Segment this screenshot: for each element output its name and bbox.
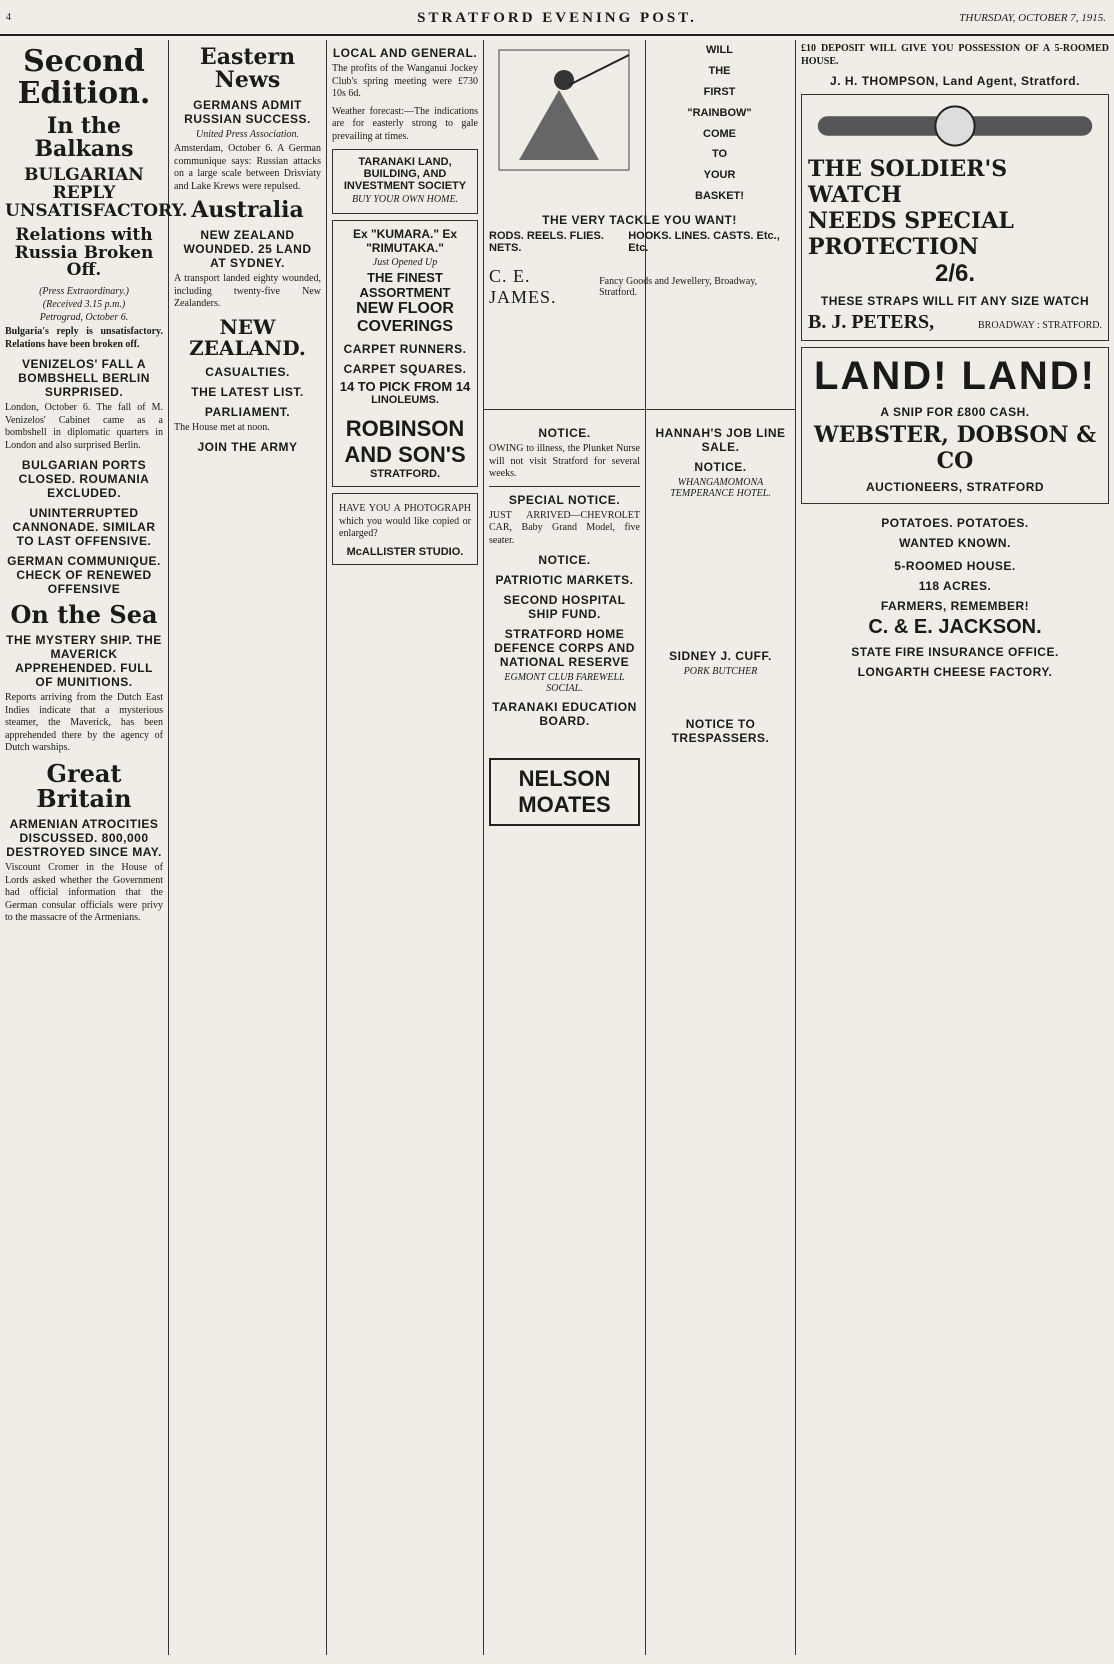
peters-footer <box>808 311 1102 334</box>
fishing-slogan <box>649 40 790 207</box>
ad-title: Ex "KUMARA." Ex "RIMUTAKA." <box>352 227 458 255</box>
masthead <box>0 0 1114 36</box>
notice-text: EGMONT CLUB FAREWELL SOCIAL. <box>504 672 625 694</box>
slogan-line: BASKET! <box>695 190 744 203</box>
ad-subhead: STATE FIRE INSURANCE OFFICE. <box>851 645 1059 659</box>
fishing-footer <box>489 266 790 308</box>
headline: BULGARIAN PORTS CLOSED. ROUMANIA EXCLUDED. <box>18 458 150 501</box>
ad-price: 2/6. <box>934 260 976 287</box>
section-heading: Eastern News <box>199 44 296 94</box>
ad-subhead: LONGARTH CHEESE FACTORY. <box>857 665 1053 679</box>
firm-name: WEBSTER, DOBSON & CO <box>813 422 1097 474</box>
firm-address: Fancy Goods and Jewellery, Broadway, Stratford. <box>599 276 758 299</box>
tackle-items: RODS. REELS. FLIES. NETS. <box>489 230 604 255</box>
ad-subhead: CARPET SQUARES. <box>343 362 467 376</box>
ad-title: PROTECTION <box>808 234 979 260</box>
ad-title: NEW FLOOR COVERINGS <box>356 300 454 335</box>
article-text: Reports arriving from the Dutch East Indies indicate that a mysterious steamer, the Maverick, has been apprehended there by the agency of Dutch warships. <box>5 692 163 754</box>
article-text: London, October 6. The fall of M. Venizelos' Cabinet came as a bombshell in diplomatic quarters in London and also surprised Berlin. <box>5 402 163 451</box>
headline: GERMAN COMMUNIQUE. CHECK OF RENEWED OFFENSIVE <box>7 554 161 597</box>
notice-heading: NOTICE TO TRESPASSERS. <box>671 717 770 745</box>
firm-name: B. J. PETERS, <box>808 311 935 333</box>
watch-illustration <box>808 101 1102 151</box>
article-text: The House met at noon. <box>174 421 270 433</box>
article-text: Amsterdam, October 6. A German communique says: Russian attacks on a large scale between Drisviaty and Lake Krews were repulsed. <box>174 143 321 192</box>
ad-text: BUY YOUR OWN HOME. <box>351 194 459 205</box>
notice-heading: NOTICE. <box>694 460 747 474</box>
dateline: (Press Extraordinary.) <box>39 286 129 298</box>
column-notices-2 <box>646 420 795 1650</box>
ad-text: HAVE YOU A PHOTOGRAPH which you would like copied or enlarged? <box>339 503 471 539</box>
notice-heading: SECOND HOSPITAL SHIP FUND. <box>503 593 626 621</box>
headline: NEW ZEALAND WOUNDED. 25 LAND AT SYDNEY. <box>183 228 312 271</box>
ad-subhead: FARMERS, REMEMBER! <box>880 599 1030 613</box>
dateline: Petrograd, October 6. <box>39 312 129 324</box>
section-heading: Australia <box>191 197 304 224</box>
page-number: 4 <box>6 12 11 23</box>
headline: THE LATEST LIST. <box>191 384 304 399</box>
firm-name: ROBINSON AND SON'S <box>344 416 466 467</box>
notice-heading: HANNAH'S JOB LINE SALE. <box>655 426 786 454</box>
ad-subhead: WANTED KNOWN. <box>899 536 1011 550</box>
fishing-tackle-ad <box>484 40 795 410</box>
notice-heading: NOTICE. <box>538 426 591 440</box>
ad-subhead: POTATOES. POTATOES. <box>881 516 1029 530</box>
slogan-line: COME <box>703 127 736 140</box>
article-text: Bulgaria's reply is unsatisfactory. Relations have been broken off. <box>5 326 163 350</box>
article-text: Weather forecast:—The indications are for easterly strong to gale prevailing at times. <box>332 105 478 142</box>
balkans-heading: In the Balkans <box>34 113 134 163</box>
firm-name: C. E. JAMES. <box>489 266 557 308</box>
headline: UNINTERRUPTED CANNONADE. SIMILAR TO LAST OFFENSIVE. <box>12 506 156 549</box>
column-news-1 <box>0 40 188 1650</box>
headline: JOIN THE ARMY <box>197 440 298 455</box>
notice-heading: NOTICE. <box>538 553 591 567</box>
column-news-2 <box>169 40 326 1650</box>
ad-title: THE SOLDIER'S WATCH <box>808 156 1008 208</box>
headline: THE MYSTERY SHIP. THE MAVERICK APPREHENDED. FULL OF MUNITIONS. <box>6 633 162 690</box>
firm-trade: AUCTIONEERS, STRATFORD <box>865 480 1045 494</box>
firm-name: McALLISTER STUDIO. <box>346 545 464 558</box>
headline: PARLIAMENT. <box>204 404 291 419</box>
edition-heading: Second Edition. <box>17 44 151 111</box>
column-local <box>327 40 483 1650</box>
ad-title: THE FINEST ASSORTMENT <box>359 270 451 300</box>
section-heading: NEW ZEALAND. <box>189 314 306 360</box>
section-heading: Great Britain <box>36 758 132 814</box>
headline: Relations with Russia Broken Off. <box>14 224 154 281</box>
slogan-line: YOUR <box>703 169 736 182</box>
firm-name: C. & E. JACKSON. <box>868 616 1042 638</box>
watch-strap-ad <box>801 94 1109 341</box>
article-text: The profits of the Wanganui Jockey Club's spring meeting were £730 10s 6d. <box>332 63 478 99</box>
firm-town: STRATFORD. <box>369 468 441 480</box>
notice-text: OWING to illness, the Plunket Nurse will not visit Stratford for several weeks. <box>489 443 640 479</box>
headline: BULGARIAN REPLY UNSATISFACTORY. <box>5 165 188 221</box>
slogan-line: THE <box>708 64 731 77</box>
notice-text: JUST ARRIVED—CHEVROLET CAR, Baby Grand Model, five seater. <box>489 509 640 546</box>
society-ad <box>332 149 478 214</box>
tackle-items: HOOKS. LINES. CASTS. Etc., Etc. <box>628 230 780 255</box>
notice-heading: SPECIAL NOTICE. <box>508 492 621 507</box>
ad-subhead: THE VERY TACKLE YOU WANT! <box>542 213 737 228</box>
land-ad <box>801 347 1109 504</box>
classifieds-row <box>801 510 1109 553</box>
firm-name: SIDNEY J. CUFF. <box>669 649 772 663</box>
firm-name: J. H. THOMPSON, Land Agent, Stratford. <box>830 74 1080 88</box>
ad-text: £10 DEPOSIT WILL GIVE YOU POSSESSION OF A 5-ROOMED HOUSE. <box>801 43 1109 67</box>
newspaper-title: STRATFORD EVENING POST. <box>417 10 697 26</box>
firm-trade: PORK BUTCHER <box>683 666 758 677</box>
column-notices-1 <box>484 420 645 1650</box>
ad-title: LAND! LAND! <box>814 354 1096 398</box>
section-heading: On the Sea <box>10 600 158 630</box>
headline: CASUALTIES. <box>205 364 290 379</box>
ad-subhead: THESE STRAPS WILL FIT ANY SIZE WATCH <box>820 294 1090 308</box>
headline: GERMANS ADMIT RUSSIAN SUCCESS. <box>184 98 311 127</box>
slogan-line: WILL <box>706 44 733 56</box>
dateline: United Press Association. <box>195 129 300 141</box>
tackle-list <box>489 230 790 254</box>
firm-address: BROADWAY : STRATFORD. <box>977 320 1102 331</box>
floor-coverings-ad <box>332 220 478 487</box>
section-heading: LOCAL AND GENERAL. <box>332 46 478 60</box>
slogan-line: TO <box>711 148 728 161</box>
ad-subhead: LINOLEUMS. <box>371 394 439 406</box>
photo-studio-ad <box>332 493 478 565</box>
notice-heading: STRATFORD HOME DEFENCE CORPS AND NATIONAL RESERVE <box>494 627 635 669</box>
ad-title: 14 TO PICK FROM 14 <box>339 379 471 394</box>
fisherman-illustration <box>489 40 639 180</box>
article-text: A transport landed eighty wounded, including twenty-five New Zealanders. <box>174 273 321 310</box>
ad-subhead: A SNIP FOR £800 CASH. <box>880 405 1030 419</box>
slogan-line: "RAINBOW" <box>687 106 752 119</box>
headline: VENIZELOS' FALL A BOMBSHELL BERLIN SURPRISED. <box>18 357 150 400</box>
ad-text: Just Opened Up <box>372 257 438 268</box>
ad-title: NEEDS SPECIAL <box>808 208 1014 234</box>
notice-text: WHANGAMOMONA TEMPERANCE HOTEL. <box>670 477 771 499</box>
ad-title: TARANAKI LAND, BUILDING, AND INVESTMENT SOCIETY <box>343 156 467 192</box>
article-text: Viscount Cromer in the House of Lords asked whether the Government had official information that the German consular officials were privy to the massacre of the Armenians. <box>5 862 163 924</box>
headline: ARMENIAN ATROCITIES DISCUSSED. 800,000 DESTROYED SINCE MAY. <box>6 817 162 860</box>
issue-date: THURSDAY, OCTOBER 7, 1915. <box>959 12 1106 24</box>
notice-heading: TARANAKI EDUCATION BOARD. <box>492 700 637 728</box>
nelson-moates-ad: NELSON MOATES <box>489 758 640 826</box>
slogan-line: FIRST <box>703 85 736 98</box>
dateline: (Received 3.15 p.m.) <box>42 299 126 311</box>
ad-subhead: 5-ROOMED HOUSE. <box>894 559 1016 573</box>
column-ads <box>796 40 1114 1650</box>
notice-heading: PATRIOTIC MARKETS. <box>495 573 634 587</box>
ad-subhead: CARPET RUNNERS. <box>343 342 467 356</box>
ad-subhead: 118 ACRES. <box>918 579 992 593</box>
